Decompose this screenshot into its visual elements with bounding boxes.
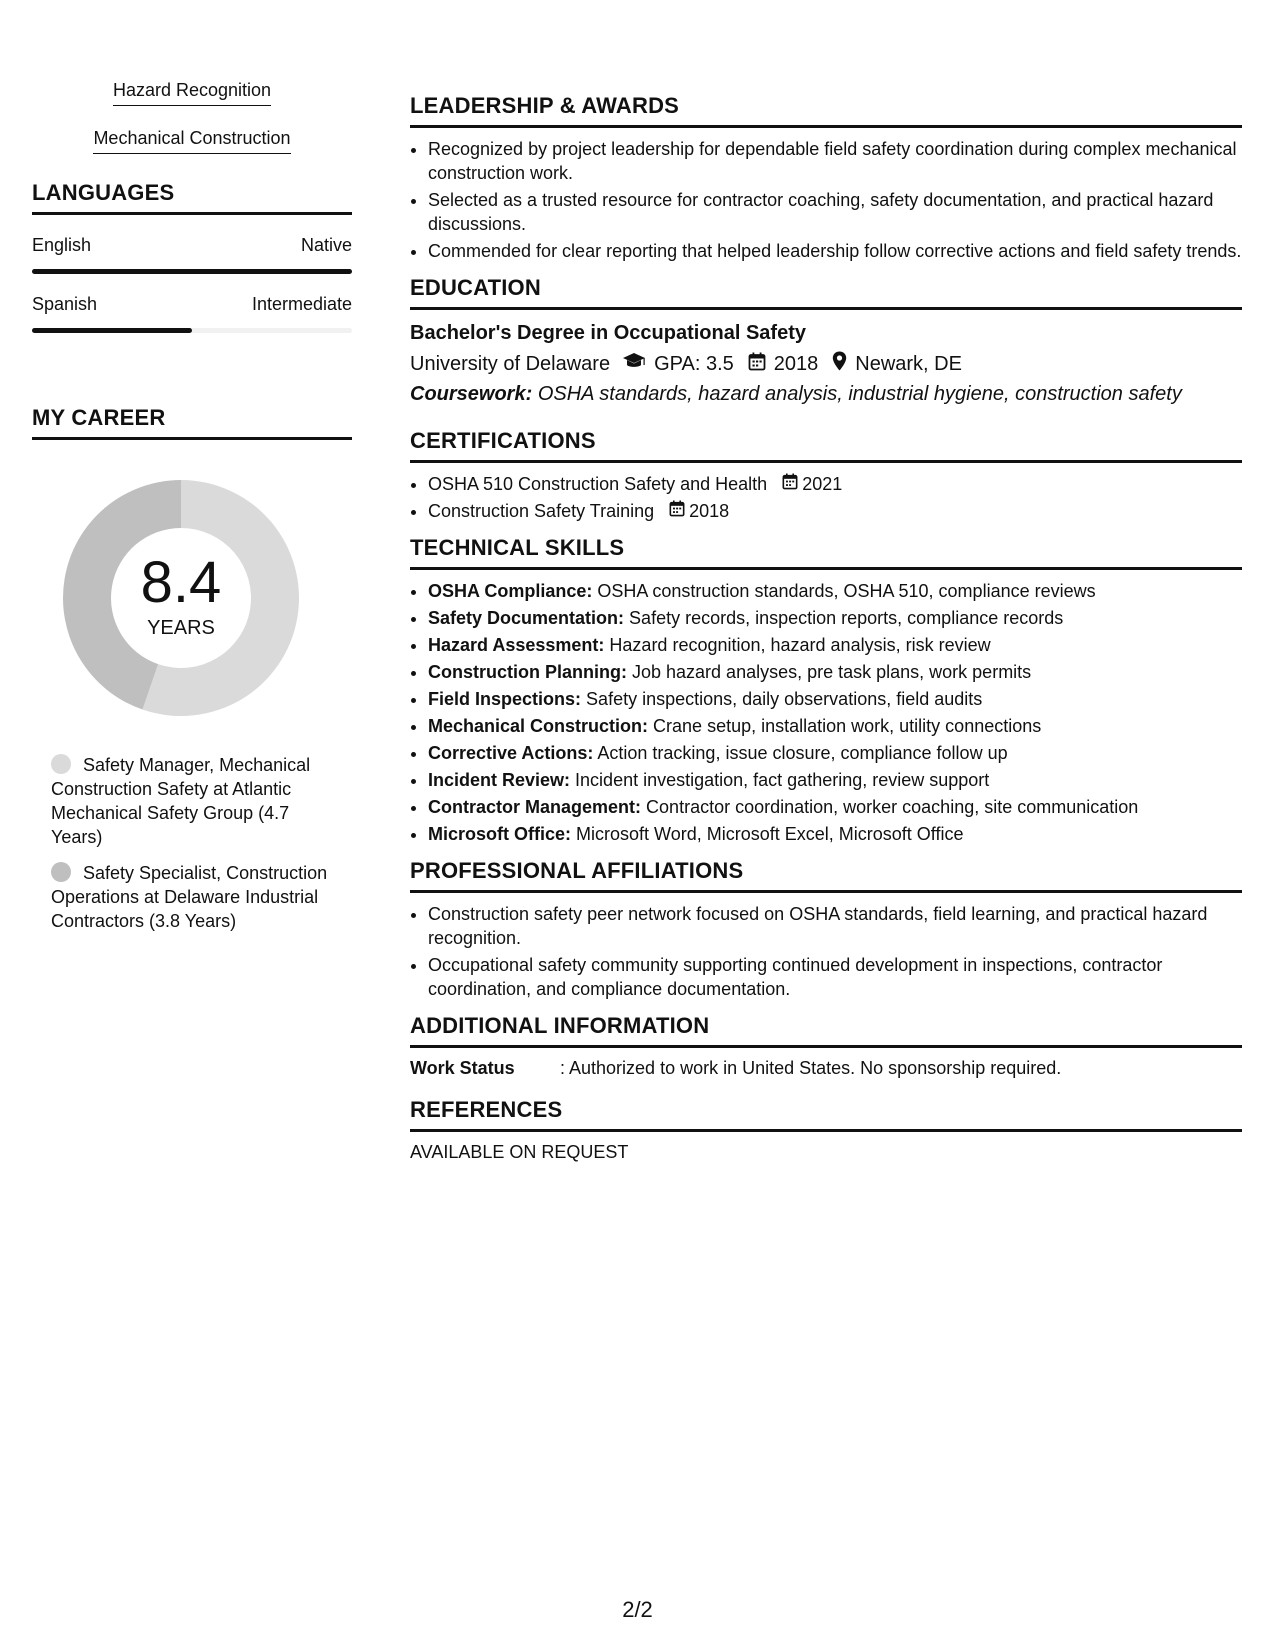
skill-item: • Microsoft Office: Microsoft Word, Microsoft Excel, Microsoft Office (428, 822, 1242, 846)
right-column (410, 93, 1242, 1175)
coursework-label: Coursework: (410, 383, 533, 405)
section-title: TECHNICAL SKILLS (410, 535, 1242, 570)
additional-info-section (410, 1013, 1242, 1079)
list-item: • Occupational safety community supporting continued development in inspections, contractor coordination, and compliance documentation. (428, 953, 1242, 1001)
skill-item: • Contractor Management: Contractor coordination, worker coaching, site communication (428, 795, 1242, 819)
leadership-list (410, 137, 1242, 263)
certification-name: Construction Safety Training (428, 501, 655, 521)
language-item (32, 294, 352, 333)
affiliations-list (410, 902, 1242, 1001)
career-legend-item: Safety Specialist, Construction Operations at Delaware Industrial Contractors (3.8 Years) (51, 863, 328, 931)
language-proficiency-bar (32, 328, 352, 333)
career-total-years: 8.4 (140, 550, 222, 615)
skills-list (410, 579, 1242, 846)
language-level: Intermediate (251, 294, 352, 314)
education-section (410, 275, 1242, 406)
certifications-list (410, 472, 1242, 523)
skill-item: • OSHA Compliance: OSHA construction standards, OSHA 510, compliance reviews (428, 579, 1242, 603)
graduation-cap-icon (622, 352, 646, 376)
work-status-label: Work Status (410, 1058, 515, 1078)
skill-tags (32, 80, 352, 154)
list-item: • Selected as a trusted resource for contractor coaching, safety documentation, and practical hazard discussions. (428, 188, 1242, 236)
skill-item: • Construction Planning: Job hazard analyses, pre task plans, work permits (428, 660, 1242, 684)
career-section (32, 405, 352, 933)
skill-item: • Corrective Actions: Action tracking, issue closure, compliance follow up (428, 741, 1242, 765)
legend-dot (51, 862, 71, 882)
section-title: PROFESSIONAL AFFILIATIONS (410, 858, 1242, 893)
language-name: English (32, 235, 92, 255)
left-column (32, 80, 352, 945)
references-text: AVAILABLE ON REQUEST (410, 1142, 629, 1162)
skill-item: • Safety Documentation: Safety records, inspection reports, compliance records (428, 606, 1242, 630)
school-name: University of Delaware (410, 352, 611, 375)
language-level: Native (300, 235, 352, 255)
work-status-row (410, 1058, 1242, 1079)
skill-item: • Hazard Assessment: Hazard recognition, hazard analysis, risk review (428, 633, 1242, 657)
page-number: 2/2 (622, 1597, 653, 1622)
career-unit-label: YEARS (147, 617, 215, 639)
skill-tag: Hazard Recognition (113, 80, 271, 106)
language-name: Spanish (32, 294, 98, 314)
list-item (428, 472, 1242, 496)
calendar-icon (748, 352, 766, 377)
career-donut-chart (56, 473, 306, 723)
career-legend (32, 753, 352, 933)
education-details (410, 351, 1242, 377)
school-location: Newark, DE (855, 352, 962, 375)
coursework-list: OSHA standards, hazard analysis, industrial hygiene, construction safety (537, 383, 1182, 405)
affiliations-section (410, 858, 1242, 1001)
skill-item: • Incident Review: Incident investigation, fact gathering, review support (428, 768, 1242, 792)
language-item (32, 235, 352, 274)
section-title: REFERENCES (410, 1097, 1242, 1132)
section-title: LEADERSHIP & AWARDS (410, 93, 1242, 128)
graduation-year: 2018 (773, 352, 819, 375)
section-title: LANGUAGES (32, 180, 352, 215)
certifications-section (410, 428, 1242, 523)
list-item: • Construction safety peer network focused on OSHA standards, field learning, and practical hazard recognition. (428, 902, 1242, 950)
technical-skills-section (410, 535, 1242, 846)
gpa: GPA: 3.5 (654, 352, 734, 375)
map-pin-icon (832, 351, 847, 377)
languages-section (32, 180, 352, 333)
section-title: ADDITIONAL INFORMATION (410, 1013, 1242, 1048)
section-title: MY CAREER (32, 405, 352, 440)
calendar-icon (669, 499, 685, 523)
work-status-value: : Authorized to work in United States. No sponsorship required. (560, 1058, 1062, 1078)
degree-title: Bachelor's Degree in Occupational Safety (410, 322, 806, 344)
legend-dot (51, 754, 71, 774)
skill-item: • Mechanical Construction: Crane setup, installation work, utility connections (428, 714, 1242, 738)
language-proficiency-bar (32, 269, 352, 274)
certification-name: OSHA 510 Construction Safety and Health (428, 474, 768, 494)
certification-year: 2021 (802, 474, 843, 494)
skill-item: • Field Inspections: Safety inspections, daily observations, field audits (428, 687, 1242, 711)
list-item: • Commended for clear reporting that helped leadership follow corrective actions and field safety trends. (428, 239, 1242, 263)
calendar-icon (782, 472, 798, 496)
list-item (428, 499, 1242, 523)
references-section (410, 1097, 1242, 1163)
coursework (410, 383, 1242, 406)
list-item: • Recognized by project leadership for dependable field safety coordination during complex mechanical construction work. (428, 137, 1242, 185)
leadership-section (410, 93, 1242, 263)
section-title: CERTIFICATIONS (410, 428, 1242, 463)
certification-year: 2018 (689, 501, 730, 521)
career-legend-item: Safety Manager, Mechanical Construction Safety at Atlantic Mechanical Safety Group (4.7 Years) (51, 755, 311, 847)
skill-tag: Mechanical Construction (93, 128, 290, 154)
section-title: EDUCATION (410, 275, 1242, 310)
